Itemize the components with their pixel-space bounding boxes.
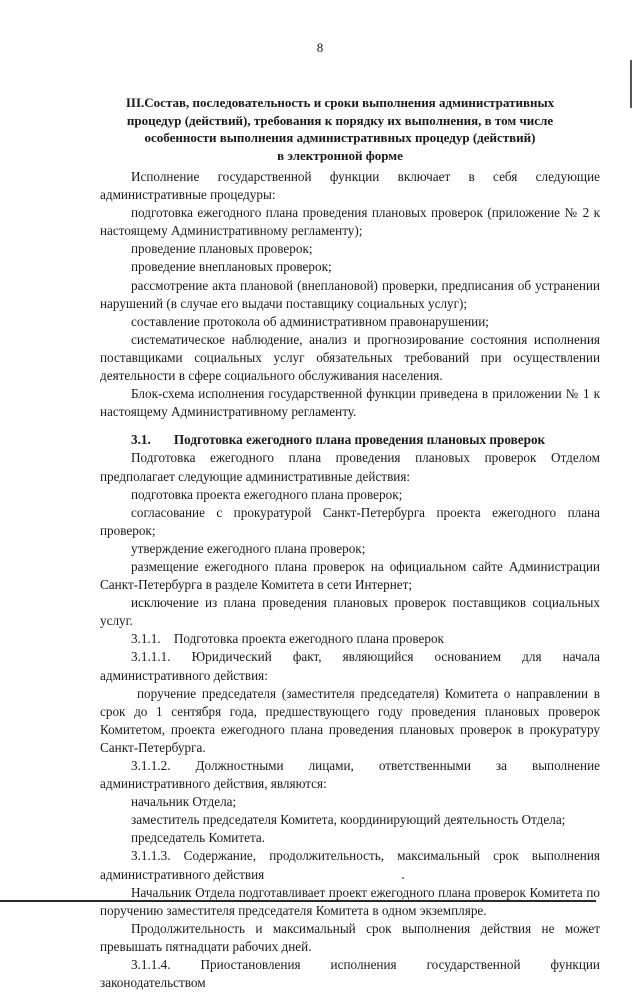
clause: 3.1.1.4. Приостановления исполнения государственной функции законодательством xyxy=(100,957,600,991)
paragraph: Блок-схема исполнения государственной функции приведена в приложении № 1 к настоящему Административному регламенту. xyxy=(100,386,600,420)
section-heading xyxy=(110,94,570,164)
clause-heading: 3.1.1. Подготовка проекта ежегодного плана проверок xyxy=(131,631,444,647)
heading-line: особенности выполнения административных процедур (действий) xyxy=(144,130,536,145)
heading-line: III.Состав, последовательность и сроки выполнения административных xyxy=(125,95,555,110)
page-number: 8 xyxy=(316,40,324,55)
list-item: исключение из плана проведения плановых проверок поставщиков социальных услуг. xyxy=(100,595,600,629)
list-item: проведение внеплановых проверок; xyxy=(131,259,332,275)
clause: 3.1.1.3. Содержание, продолжительность, максимальный срок выполнения административного действия xyxy=(100,848,600,882)
list-item: согласование с прокуратурой Санкт-Петербурга проекта ежегодного плана проверок; xyxy=(100,504,600,538)
paragraph: поручение председателя (заместителя председателя) Комитета о направлении в срок до 1 сентября года, предшествующего году проведения плановых проверок Комитетом, проекта ежегодного плана проведения плановых проверок в прокуратуру Санкт-Петербурга. xyxy=(100,685,600,755)
document-body xyxy=(100,168,600,992)
list-item: подготовка проекта ежегодного плана проверок; xyxy=(131,486,403,502)
scan-speck xyxy=(402,877,404,879)
scan-edge-mark xyxy=(630,60,632,108)
list-item: подготовка ежегодного плана проведения плановых проверок (приложение № 2 к настоящему Административному регламенту); xyxy=(100,205,600,239)
paragraph: Продолжительность и максимальный срок выполнения действия не может превышать пятнадцати рабочих дней. xyxy=(100,920,600,954)
list-item: начальник Отдела; xyxy=(131,794,237,810)
heading-line: в электронной форме xyxy=(277,147,403,163)
list-item: заместитель председателя Комитета, координирующий деятельность Отдела; xyxy=(131,812,566,828)
list-item: систематическое наблюдение, анализ и прогнозирование состояния исполнения поставщиками социальных услуг обязательных требований при осуществлении деятельности в сфере социального обслуживания населения. xyxy=(100,331,600,384)
paragraph: Начальник Отдела подготавливает проект ежегодного плана проверок Комитета по поручению заместителя председателя Комитета в одном экземпляре. xyxy=(100,884,600,918)
heading-line: процедур (действий), требования к порядку их выполнения, в том числе xyxy=(126,112,554,128)
list-item: председатель Комитета. xyxy=(131,830,266,846)
paragraph: Подготовка ежегодного плана проведения плановых проверок Отделом предполагает следующие административные действия: xyxy=(100,450,600,484)
list-item: проведение плановых проверок; xyxy=(131,241,313,257)
list-item: рассмотрение акта плановой (внеплановой) проверки, предписания об устранении нарушений (в случае его выдачи поставщику социальных услуг); xyxy=(100,277,600,311)
list-item: размещение ежегодного плана проверок на официальном сайте Администрации Санкт-Петербурга в разделе Комитета в сети Интернет; xyxy=(100,558,600,593)
scan-bottom-edge xyxy=(0,900,596,902)
clause: 3.1.1.2. Должностными лицами, ответственными за выполнение административного действия, являются: xyxy=(100,758,600,792)
list-item: составление протокола об административном правонарушении; xyxy=(131,313,489,329)
subsection-heading: 3.1. Подготовка ежегодного плана проведения плановых проверок xyxy=(131,432,546,448)
list-item: утверждение ежегодного плана проверок; xyxy=(131,540,366,556)
clause: 3.1.1.1. Юридический факт, являющийся основанием для начала административного действия: xyxy=(100,649,600,683)
paragraph: Исполнение государственной функции включает в себя следующие административные процедуры: xyxy=(100,169,600,203)
